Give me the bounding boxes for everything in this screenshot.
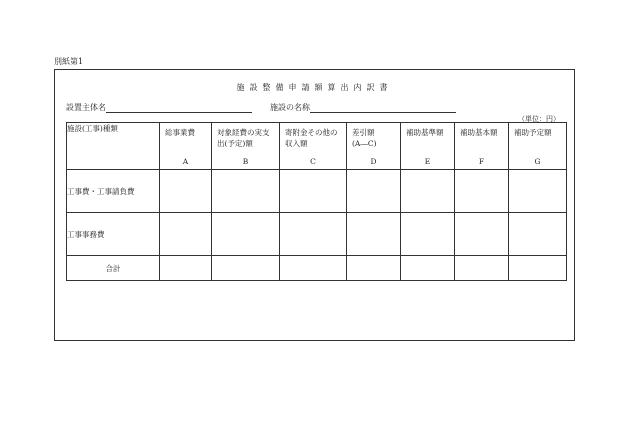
- unit-label: （単位：円）: [518, 115, 560, 123]
- row-label-construction: 工事費・工事請負費: [67, 170, 160, 213]
- col-header-total-cost: 総事業費 A: [160, 123, 212, 170]
- annex-label: 別紙第1: [54, 57, 84, 66]
- cell[interactable]: [509, 213, 567, 256]
- cell[interactable]: [280, 256, 347, 281]
- cell[interactable]: [280, 170, 347, 213]
- cell[interactable]: [280, 213, 347, 256]
- table-row-total: [67, 256, 567, 281]
- cell[interactable]: [455, 170, 509, 213]
- corner-header: 施設(工事)種類: [67, 123, 160, 170]
- cell[interactable]: [160, 213, 212, 256]
- cell[interactable]: [347, 213, 401, 256]
- row-label-office-expense: 工事事務費: [67, 213, 160, 256]
- col-header-subsidy-base: 補助基本額 F: [455, 123, 509, 170]
- cell[interactable]: [212, 213, 280, 256]
- header-row: [67, 123, 567, 170]
- facility-label: 施設の名称: [270, 103, 310, 112]
- col-header-subsidy-standard: 補助基準額 E: [401, 123, 455, 170]
- installer-field: [66, 102, 252, 113]
- cell[interactable]: [509, 256, 567, 281]
- cell[interactable]: [455, 256, 509, 281]
- cell[interactable]: [401, 213, 455, 256]
- col-header-subsidy-planned: 補助予定額 G: [509, 123, 567, 170]
- table-row: [67, 213, 567, 256]
- document-title: 施設整備申請額算出内訳書: [236, 83, 393, 92]
- facility-field: [270, 102, 456, 113]
- form-frame: [54, 69, 575, 341]
- row-label-total: 合計: [67, 256, 160, 281]
- cell[interactable]: [212, 256, 280, 281]
- cell[interactable]: [347, 170, 401, 213]
- cell[interactable]: [455, 213, 509, 256]
- cell[interactable]: [212, 170, 280, 213]
- breakdown-table: [66, 122, 567, 281]
- cell[interactable]: [401, 256, 455, 281]
- cell[interactable]: [509, 170, 567, 213]
- installer-input-line[interactable]: [106, 103, 252, 113]
- cell[interactable]: [160, 256, 212, 281]
- installer-label: 設置主体名: [66, 103, 106, 112]
- col-header-actual-expenditure: 対象経費の実支出(予定)額 B: [212, 123, 280, 170]
- facility-input-line[interactable]: [310, 103, 456, 113]
- cell[interactable]: [347, 256, 401, 281]
- cell[interactable]: [160, 170, 212, 213]
- col-header-donations: 寄附金その他の収入額 C: [280, 123, 347, 170]
- cell[interactable]: [401, 170, 455, 213]
- col-header-difference: 差引額 (A―C) D: [347, 123, 401, 170]
- table-row: [67, 170, 567, 213]
